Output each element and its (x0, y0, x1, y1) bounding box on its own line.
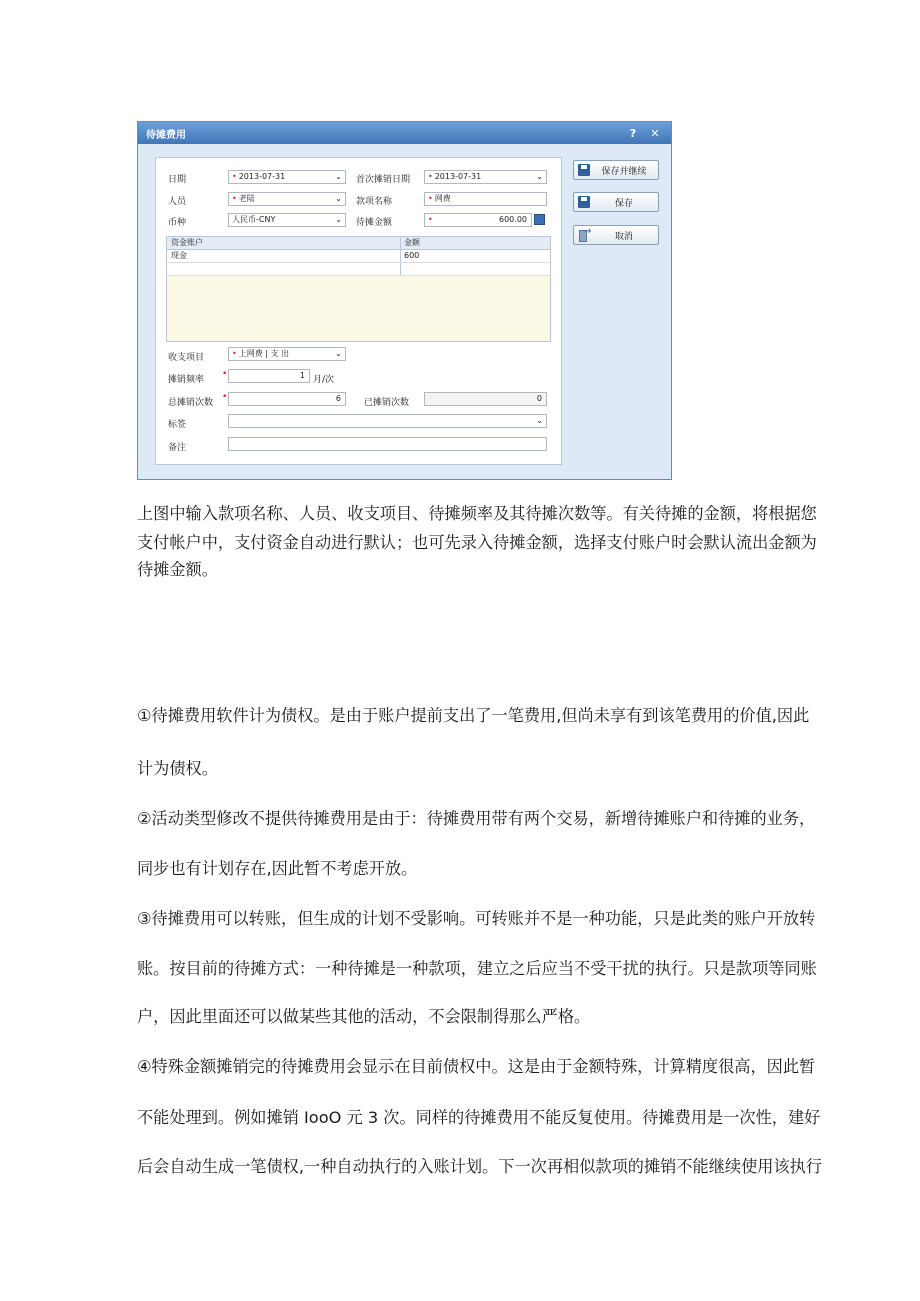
note-3-line-3: 户，因此里面还可以做某些其他的活动，不会限制得那么严格。 (137, 1007, 591, 1026)
amount-label: 待摊金额 (356, 218, 393, 228)
expense-dialog (137, 121, 672, 480)
note-1-line-2: 计为债权。 (137, 759, 218, 778)
dialog-title: 待摊费用 (146, 129, 186, 141)
note-3-line-2: 账。按目前的待摊方式：一种待摊是一种款项，建立之后应当不受干扰的执行。只是款项等同账 (137, 959, 817, 978)
chevron-down-icon: ⌄ (335, 349, 342, 358)
dialog-titlebar (138, 122, 671, 144)
note-3-line-1: ③待摊费用可以转账，但生成的计划不受影响。可转账并不是一种功能，只是此类的账户开放转 (137, 909, 816, 928)
currency-label: 币种 (168, 218, 187, 228)
intro-line-3: 待摊金额。 (137, 560, 218, 579)
first-amort-date-label: 首次摊销日期 (356, 175, 411, 185)
table-row-empty[interactable] (167, 263, 550, 276)
tag-select[interactable] (228, 414, 547, 428)
floppy-disk-icon (578, 164, 590, 176)
save-button[interactable]: 保存 (573, 192, 659, 212)
total-count-field[interactable]: 6 (228, 392, 346, 406)
note-1-line-1: ①待摊费用软件计为债权。是由于账户提前支出了一笔费用,但尚未享有到该笔费用的价值,因此 (137, 706, 810, 725)
done-count-field: 0 (424, 392, 547, 406)
note-4-line-1: ④特殊金额摊销完的待摊费用会显示在目前债权中。这是由于金额特殊，计算精度很高，因此暂 (137, 1057, 816, 1076)
note-label: 备注 (168, 443, 187, 453)
category-label: 收支项目 (168, 353, 205, 363)
grid-header-amount: 金额 (404, 238, 420, 247)
help-icon[interactable]: ? (629, 126, 637, 140)
cancel-button[interactable]: → 取消 (573, 225, 659, 245)
chevron-down-icon: ⌄ (335, 215, 342, 224)
note-4-line-2: 不能处理到。例如摊销 IooO 元 3 次。同样的待摊费用不能反复使用。待摊费用是一次性，建好 (137, 1108, 821, 1127)
tag-label: 标签 (168, 420, 187, 430)
calculator-icon[interactable] (534, 214, 545, 225)
exit-icon (578, 229, 590, 241)
amount-field[interactable]: • 600.00 (424, 213, 532, 227)
note-2-line-1: ②活动类型修改不提供待摊费用是由于：待摊费用带有两个交易，新增待摊账户和待摊的业务， (137, 809, 816, 828)
note-2-line-2: 同步也有计划存在,因此暂不考虑开放。 (137, 859, 418, 878)
intro-line-1: 上图中输入款项名称、人员、收支项目、待摊频率及其待摊次数等。有关待摊的金额，将根据您 (137, 504, 817, 523)
frequency-label: 摊销频率 (168, 375, 205, 385)
person-label: 人员 (168, 197, 187, 207)
chevron-down-icon: ⌄ (536, 416, 543, 425)
item-name-field[interactable]: • 网费 (424, 192, 547, 206)
form-panel: 日期 • 2013-07-31 ⌄ 首次摊销日期 • 2013-07-31 ⌄ 人员 • 老陆 ⌄ 款项名称 • 网费 币种 人民币-CNY ⌄ 待摊金额 • 600.00 资金账户 金额 现金 600 收支项目 • 上网费 | 支 出 ⌄ 摊销频率 • 1 月/次 总摊销次数 • 6 已摊销次数 0 标签 ⌄ 备注 (155, 157, 562, 465)
first-amort-date-field[interactable]: • 2013-07-31 ⌄ (424, 170, 547, 184)
chevron-down-icon: ⌄ (335, 194, 342, 203)
save-continue-button[interactable]: 保存并继续 (573, 160, 659, 180)
grid-cell-account: 现金 (167, 250, 401, 262)
total-count-label: 总摊销次数 (168, 398, 214, 408)
close-icon[interactable]: ✕ (650, 126, 660, 140)
table-row[interactable] (167, 250, 550, 263)
grid-header (167, 237, 550, 250)
chevron-down-icon: ⌄ (536, 172, 543, 181)
person-field[interactable]: • 老陆 ⌄ (228, 192, 346, 206)
currency-select[interactable]: 人民币-CNY ⌄ (228, 213, 346, 227)
category-select[interactable]: • 上网费 | 支 出 ⌄ (228, 347, 346, 361)
grid-cell-amount: 600 (404, 251, 420, 260)
account-grid (166, 236, 551, 342)
date-label: 日期 (168, 175, 187, 185)
grid-header-account: 资金账户 (167, 237, 401, 249)
done-count-label: 已摊销次数 (364, 398, 410, 408)
frequency-unit: 月/次 (313, 375, 335, 385)
date-field[interactable]: • 2013-07-31 ⌄ (228, 170, 346, 184)
intro-line-2: 支付帐户中，支付资金自动进行默认；也可先录入待摊金额，选择支付账户时会默认流出金额为 (137, 533, 817, 552)
note-4-line-3: 后会自动生成一笔债权,一种自动执行的入账计划。下一次再相似款项的摊销不能继续使用该执行 (137, 1157, 823, 1176)
note-field[interactable] (228, 437, 547, 451)
chevron-down-icon: ⌄ (335, 172, 342, 181)
frequency-field[interactable]: 1 (228, 369, 310, 383)
floppy-disk-icon (578, 196, 590, 208)
item-name-label: 款项名称 (356, 197, 393, 207)
